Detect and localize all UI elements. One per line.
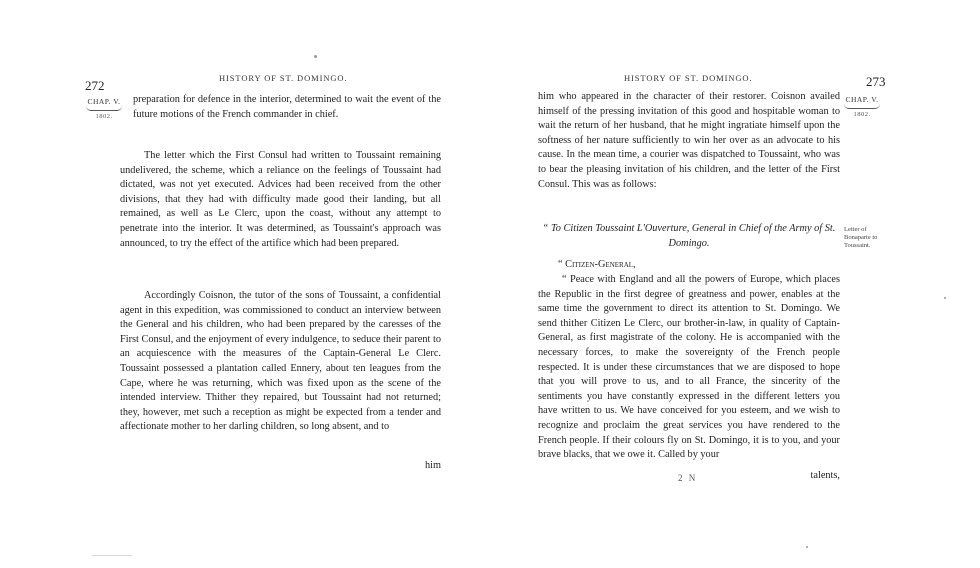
margin-note: Letter of Bonaparte to Toussaint. <box>844 226 878 249</box>
catchword: talents, <box>810 470 840 481</box>
paragraph-text: him who appeared in the character of their restorer. Coisnon availed himself of the pressing invitation of this good and hospitable woman to wait the return of her husband, that he might ingratiate himself upon the softness of her nature sufficiently to win her over as an advocate to his cause. In the mean time, a courier was dispatched to Toussaint, who was to bear the pleasing invitation of his children, and the letter of the First Consul. This was as follows: <box>538 91 840 190</box>
letter-salutation <box>558 258 838 273</box>
running-head: HISTORY OF ST. DOMINGO. <box>219 73 348 83</box>
paragraph-text: The letter which the First Consul had written to Toussaint remaining undelivered, the scheme, which a reliance on the feelings of Toussaint had dictated, was not yet executed. Advices had been received from the other divisions, that they had with difficulty made good their landing, but all remained, as well as Le Clerc, upon the coast, without any attempt to penetrate into the interior. It was determined, as Toussaint's approach was announced, to try the effect of the artifice which had been prepared. <box>120 150 441 249</box>
paragraph <box>120 149 441 251</box>
paper-speck <box>944 297 946 299</box>
printer-signature: 2 N <box>678 473 698 483</box>
chapter-marker <box>844 95 880 118</box>
letter-heading <box>538 222 840 251</box>
catchword: him <box>424 460 441 471</box>
chapter-label: CHAP. V. <box>87 97 121 106</box>
page-number: 272 <box>85 78 105 93</box>
paragraph-text: preparation for defence in the interior, determined to wait the event of the future motions of the French commander in chief. <box>133 94 441 120</box>
page-edge-mark <box>92 555 132 556</box>
right-page <box>490 0 980 568</box>
letter-body <box>538 273 840 463</box>
chapter-marker <box>86 97 122 120</box>
chapter-year: 1802. <box>853 111 871 118</box>
page-number: 273 <box>866 74 886 89</box>
salutation-text: “ Citizen-General, <box>558 259 636 270</box>
paragraph <box>120 289 441 435</box>
letter-body-text: “ Peace with England and all the powers of Europe, which places the Republic in the first degree of greatness and power, enables at the same time the government to direct its attention to St. Domingo. We send thither Citizen Le Clerc, our brother-in-law, in quality of Captain-General, as first magistrate of the colony. He is accompanied with the necessary forces, to make the sovereignty of the French people respected. It is under these circumstances that we are disposed to hope that you will prove to us, and to all France, the sincerity of the sentiments you have constantly expressed in the different letters you have written to us. We have conceived for you esteem, and we wish to recognize and proclaim the great services you have rendered to the French people. If their colours fly on St. Domingo, it is to you, and your brave blacks, that we owe it. Called by your <box>538 274 840 461</box>
chapter-year: 1802. <box>95 113 113 120</box>
paragraph-continuation <box>133 93 441 122</box>
letter-heading-text: “ To Citizen Toussaint L'Ouverture, General in Chief of the Army of St. Domingo. <box>542 223 836 249</box>
paragraph-continuation <box>538 90 840 192</box>
running-head: HISTORY OF ST. DOMINGO. <box>624 73 753 83</box>
paper-speck <box>314 55 317 58</box>
chapter-label: CHAP. V. <box>845 95 879 104</box>
paper-speck <box>806 546 808 548</box>
paragraph-text: Accordingly Coisnon, the tutor of the sons of Toussaint, a confidential agent in this expedition, was commissioned to conduct an interview between the General and his children, who had been prepared by the caresses of the First Consul, and the enjoyment of every indulgence, to seduce their parent to an acquiescence with the measures of the Captain-General Le Clerc. Toussaint possessed a plantation called Ennery, about ten leagues from the Cape, where he was returning, which was fixed upon as the scene of the intended interview. Thither they repaired, but Toussaint had not returned; they, however, met such a reception as might be expected from a tender and affectionate mother to her darling children, so long absent, and to <box>120 290 441 433</box>
brace-divider <box>844 104 880 109</box>
brace-divider <box>86 106 122 111</box>
